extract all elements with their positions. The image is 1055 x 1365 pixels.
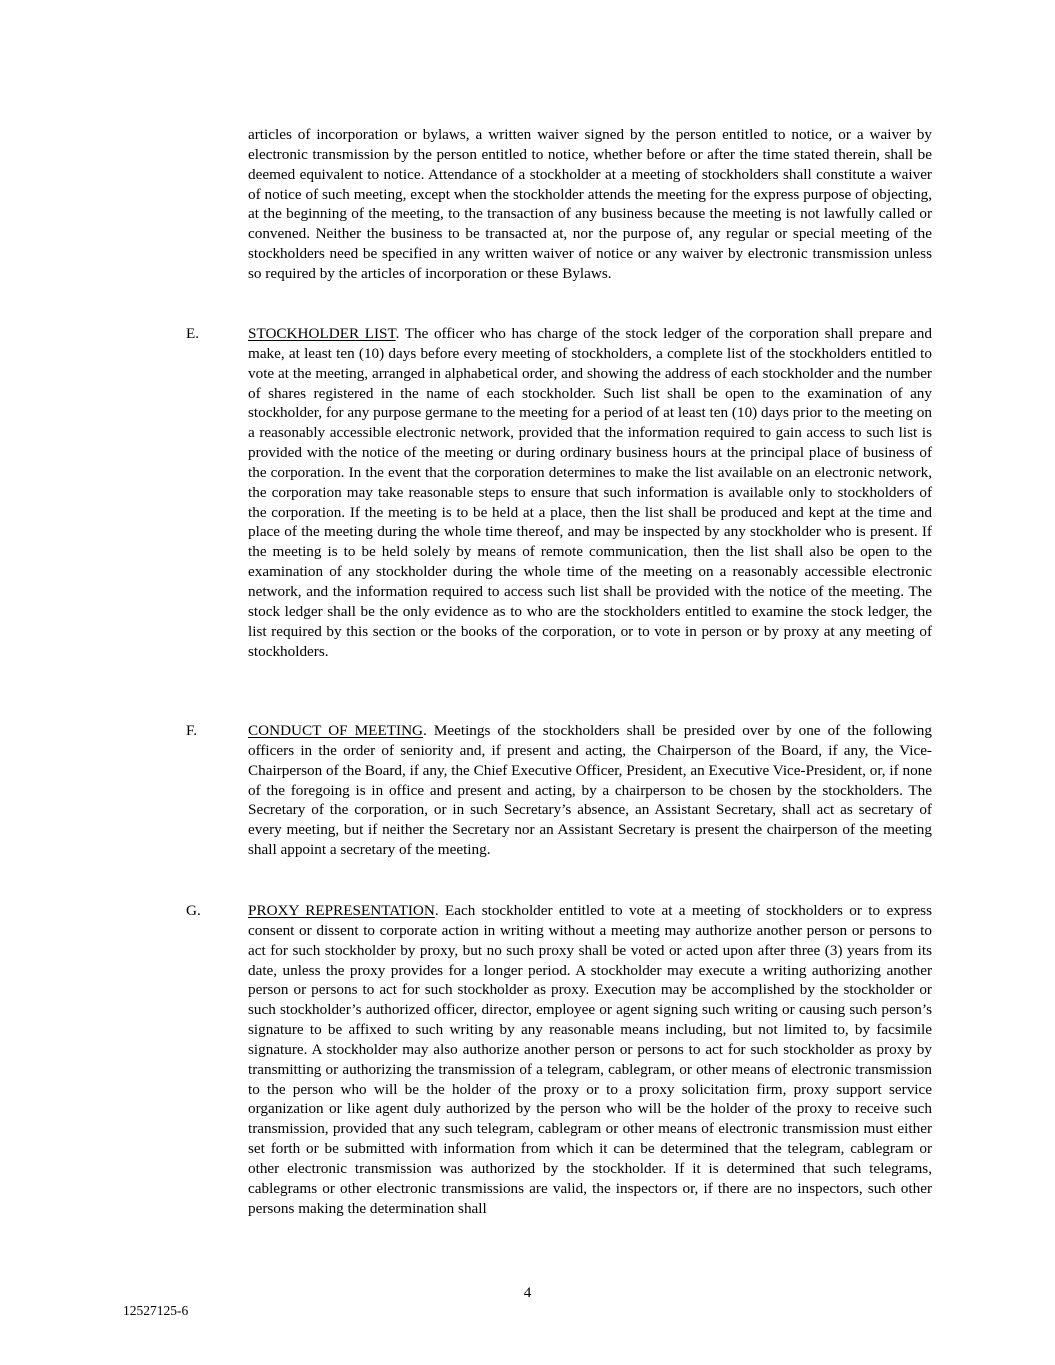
section-g-paragraph <box>248 901 932 1219</box>
intro-paragraph: articles of incorporation or bylaws, a written waiver signed by the person entitled to notice, or a waiver by electronic transmission by the person entitled to notice, whether before or after the time stated therein, shall be deemed equivalent to notice. Attendance of a stockholder at a meeting of stockholders shall constitute a waiver of notice of such meeting, except when the stockholder attends the meeting for the express purpose of objecting, at the beginning of the meeting, to the transaction of any business because the meeting is not lawfully called or convened. Neither the business to be transacted at, nor the purpose of, any regular or special meeting of the stockholders need be specified in any written waiver of notice or any waiver by electronic transmission unless so required by the articles of incorporation or these Bylaws. <box>248 126 932 282</box>
section-e-paragraph <box>248 324 932 661</box>
section-f-text: . Meetings of the stockholders shall be presided over by one of the following officers in the order of seniority and, if present and acting, the Chairperson of the Board, if any, the Vice-Chairperson of the Board, if any, the Chief Executive Officer, President, an Executive Vice-President, or, if none of the foregoing is in office and present and acting, by a chairperson to be chosen by the stockholders. The Secretary of the corporation, or in such Secretary’s absence, an Assistant Secretary, shall act as secretary of every meeting, but if neither the Secretary nor an Assistant Secretary is present the chairperson of the meeting shall appoint a secretary of the meeting. <box>248 722 932 859</box>
section-e-text: . The officer who has charge of the stock ledger of the corporation shall prepare and make, at least ten (10) days before every meeting of stockholders, a complete list of the stockholders entitled to vote at the meeting, arranged in alphabetical order, and showing the address of each stockholder and the number of shares registered in the name of each stockholder. Such list shall be open to the examination of any stockholder, for any purpose germane to the meeting for a period of at least ten (10) days prior to the meeting on a reasonably accessible electronic network, provided that the information required to gain access to such list is provided with the notice of the meeting or during ordinary business hours at the principal place of business of the corporation. In the event that the corporation determines to make the list available on an electronic network, the corporation may take reasonable steps to ensure that such information is available only to stockholders of the corporation. If the meeting is to be held at a place, then the list shall be produced and kept at the time and place of the meeting during the whole time thereof, and may be inspected by any stockholder who is present. If the meeting is to be held solely by means of remote communication, then the list shall also be open to the examination of any stockholder during the whole time of the meeting on a reasonably accessible electronic network, and the information required to access such list shall be provided with the notice of the meeting. The stock ledger shall be the only evidence as to who are the stockholders entitled to examine the stock ledger, the list required by this section or the books of the corporation, or to vote in person or by proxy at any meeting of stockholders. <box>248 325 932 660</box>
section-g-heading: PROXY REPRESENTATION <box>248 902 435 919</box>
section-letter-g: G. <box>186 902 201 919</box>
section-f-paragraph <box>248 721 932 860</box>
section-f-heading: CONDUCT OF MEETING <box>248 722 424 739</box>
section-letter-e: E. <box>186 325 200 342</box>
section-g-text: . Each stockholder entitled to vote at a meeting of stockholders or to express consent or dissent to corporate action in writing without a meeting may authorize another person or persons to act for such stockholder by proxy, but no such proxy shall be voted or acted upon after three (3) years from its date, unless the proxy provides for a longer period. A stockholder may execute a writing authorizing another person or persons to act for such stockholder as proxy. Execution may be accomplished by the stockholder or such stockholder’s authorized officer, director, employee or agent signing such writing or causing such person’s signature to be affixed to such writing by any reasonable means including, but not limited to, by facsimile signature. A stockholder may also authorize another person or persons to act for such stockholder as proxy by transmitting or authorizing the transmission of a telegram, cablegram, or other means of electronic transmission to the person who will be the holder of the proxy or to a proxy solicitation firm, proxy support service organization or like agent duly authorized by the person who will be the holder of the proxy to receive such transmission, provided that any such telegram, cablegram or other means of electronic transmission must either set forth or be submitted with information from which it can be determined that the telegram, cablegram or other electronic transmission was authorized by the stockholder. If it is determined that such telegrams, cablegrams or other electronic transmissions are valid, the inspectors or, if there are no inspectors, such other persons making the determination shall <box>248 902 932 1217</box>
page-number: 4 <box>523 1284 532 1301</box>
document-id: 12527125-6 <box>123 1303 189 1318</box>
section-letter-f: F. <box>186 722 198 739</box>
section-e-heading: STOCKHOLDER LIST <box>248 325 396 342</box>
